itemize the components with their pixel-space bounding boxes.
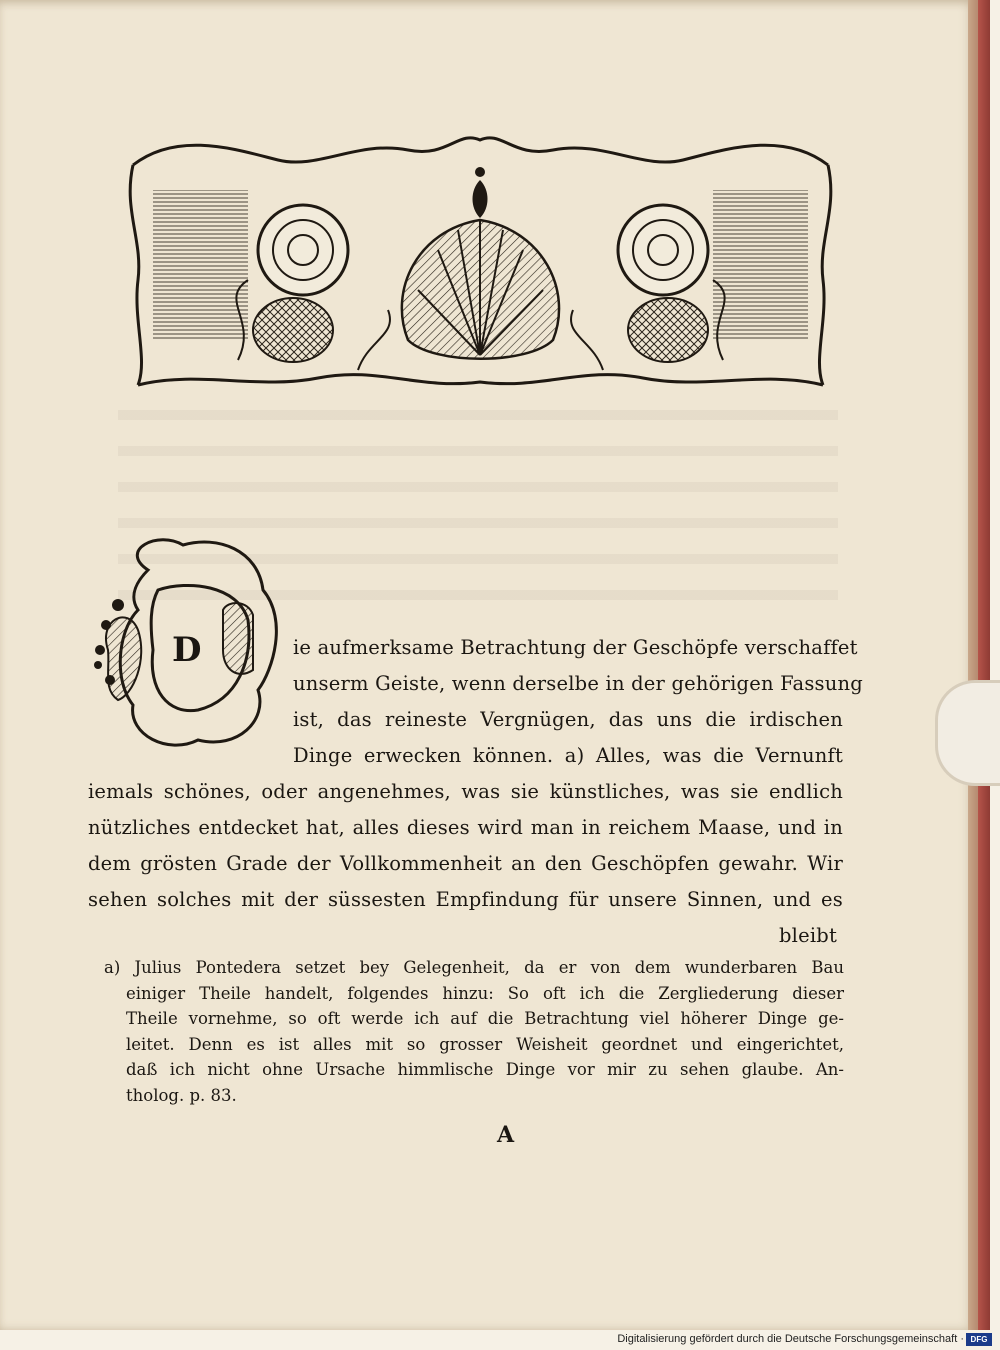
- cover-edge: [978, 0, 990, 1330]
- body-line: dem grösten Grade der Vollkommenheit an den Geschöpfen gewahr. Wir: [88, 852, 843, 875]
- headpiece-ornament: [118, 120, 843, 395]
- footnote-line: Theile vornehme, so oft werde ich auf die Betrachtung viel höherer Dinge ge-: [126, 1009, 844, 1028]
- drop-cap-letter: D: [172, 630, 202, 670]
- signature-mark: A: [497, 1122, 515, 1148]
- body-line: ie aufmerksame Betrachtung der Geschöpfe verschaffet: [293, 636, 858, 659]
- footnote: [104, 955, 844, 1108]
- footer-credit: Digitalisierung gefördert durch die Deutsche Forschungsgemeinschaft ·: [617, 1333, 964, 1345]
- footnote-line: einiger Theile handelt, folgendes hinzu: So oft ich die Zergliederung dieser: [126, 983, 844, 1003]
- body-line: sehen solches mit der süssesten Empfindung für unsere Sinnen, und es: [88, 888, 843, 911]
- body-line: nützliches entdecket hat, alles dieses wird man in reichem Maase, und in: [88, 816, 843, 839]
- body-line: Dinge erwecken können. a) Alles, was die Vernunft: [293, 744, 843, 767]
- thumb-tab: [935, 680, 1000, 786]
- body-line: ist, das reineste Vergnügen, das uns die irdischen: [293, 708, 843, 731]
- footnote-line: daß ich nicht ohne Ursache himmlische Dinge vor mir zu sehen glaube. An-: [126, 1060, 844, 1079]
- body-paragraph: [88, 630, 863, 954]
- footnote-line: a) Julius Pontedera setzet bey Gelegenheit, da er von dem wunderbaren Bau: [104, 958, 844, 977]
- footnote-line: leitet. Denn es ist alles mit so grosser Weisheit geordnet und eingerichtet,: [126, 1034, 844, 1054]
- dfg-logo: DFG: [966, 1333, 992, 1346]
- catchword: bleibt: [778, 924, 837, 947]
- footnote-line: tholog. p. 83.: [126, 1085, 237, 1105]
- body-line: unserm Geiste, wenn derselbe in der gehörigen Fassung: [293, 672, 863, 695]
- body-line: iemals schönes, oder angenehmes, was sie künstliches, was sie endlich: [88, 780, 843, 803]
